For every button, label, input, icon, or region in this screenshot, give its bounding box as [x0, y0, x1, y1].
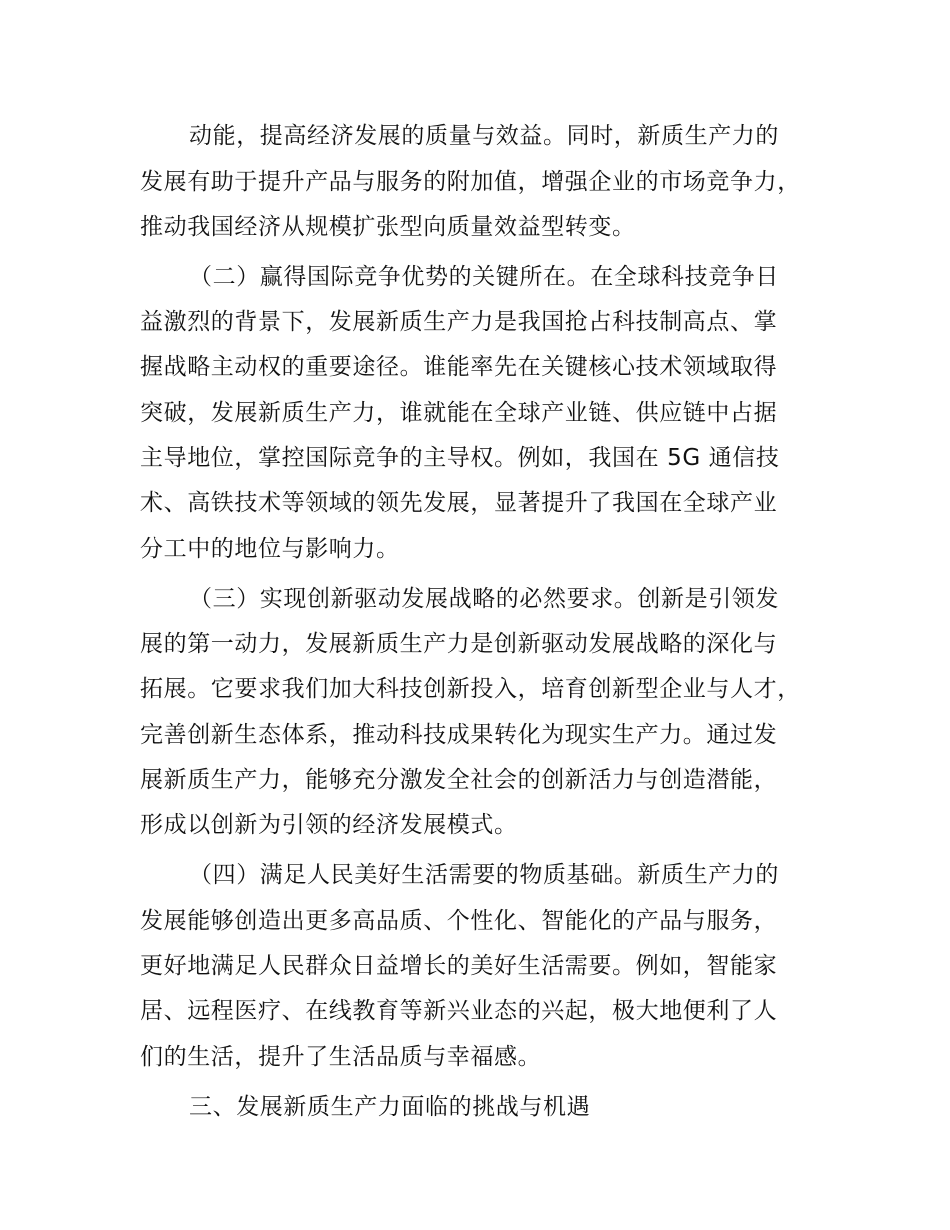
paragraph-line: 推动我国经济从规模扩张型向质量效益型转变。: [140, 214, 636, 240]
paragraph-line: 们的生活，提升了生活品质与幸福感。: [140, 1044, 542, 1070]
paragraph-line: 术、高铁技术等领域的领先发展，显著提升了我国在全球产业: [140, 490, 778, 516]
paragraph-line: 完善创新生态体系，推动科技成果转化为现实生产力。通过发: [140, 722, 778, 748]
paragraph-line: 展新质生产力，能够充分激发全社会的创新活力与创造潜能，: [140, 767, 778, 793]
paragraph-line: 突破，发展新质生产力，谁就能在全球产业链、供应链中占据: [140, 400, 778, 426]
paragraph-line: 益激烈的背景下，发展新质生产力是我国抢占科技制高点、掌: [140, 309, 778, 335]
paragraph-line: 发展能够创造出更多高品质、个性化、智能化的产品与服务，: [140, 908, 778, 934]
paragraph-line: 居、远程医疗、在线教育等新兴业态的兴起，极大地便利了人: [140, 998, 778, 1024]
paragraph-line: 形成以创新为引领的经济发展模式。: [140, 812, 518, 838]
paragraph-line: 展的第一动力，发展新质生产力是创新驱动发展战略的深化与: [140, 631, 778, 657]
section-heading-line: （四）满足人民美好生活需要的物质基础。新质生产力的: [189, 862, 779, 888]
paragraph-line: 动能，提高经济发展的质量与效益。同时，新质生产力的: [189, 123, 779, 149]
paragraph-line: 发展有助于提升产品与服务的附加值，增强企业的市场竞争力，: [140, 169, 801, 195]
section-heading-line: （二）赢得国际竞争优势的关键所在。在全球科技竞争日: [189, 264, 779, 290]
section-heading-line: （三）实现创新驱动发展战略的必然要求。创新是引领发: [189, 586, 779, 612]
chapter-heading: 三、发展新质生产力面临的挑战与机遇: [189, 1094, 591, 1120]
paragraph-line: 握战略主动权的重要途径。谁能率先在关键核心技术领域取得: [140, 354, 778, 380]
paragraph-line: 分工中的地位与影响力。: [140, 536, 400, 562]
paragraph-line: 拓展。它要求我们加大科技创新投入，培育创新型企业与人才，: [140, 676, 801, 702]
paragraph-line: 更好地满足人民群众日益增长的美好生活需要。例如，智能家: [140, 953, 778, 979]
paragraph-line: 主导地位，掌控国际竞争的主导权。例如，我国在 5G 通信技: [140, 445, 780, 471]
